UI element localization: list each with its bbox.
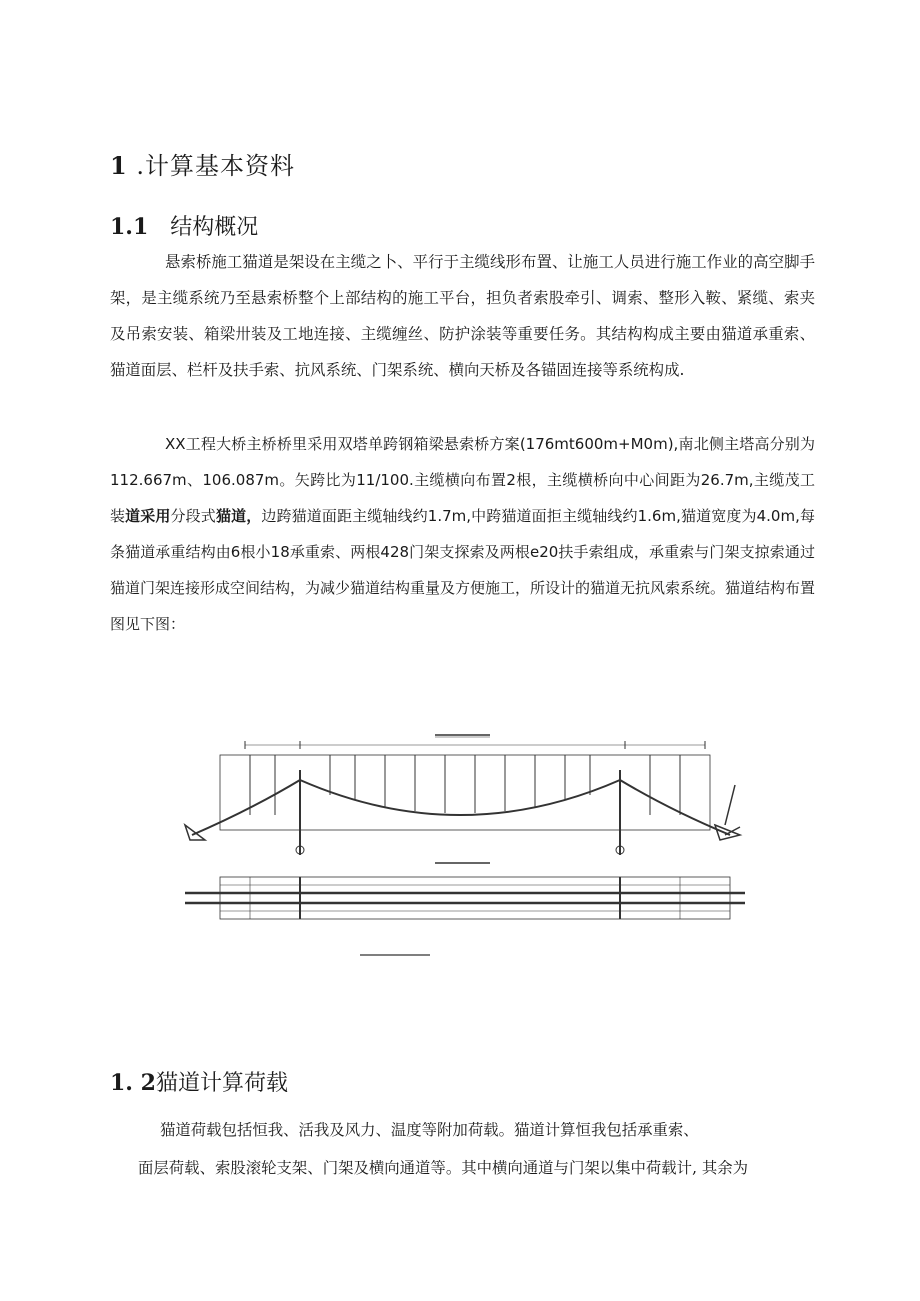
section-heading-1	[110, 146, 295, 181]
text-run: 分段式	[170, 507, 216, 525]
subsection-number: 1.1	[110, 214, 149, 240]
section-number: 1	[110, 151, 128, 180]
text-run: XX工程大桥主桥桥里采用双塔单跨钢箱梁悬索桥方案(176mt600m+M0m),南北侧主塔高分别为112.667m、106.087m。矢跨比为11/100.主缆横向布置2根，主缆横桥向中心间距为26.7m,主缆茂工装	[110, 435, 815, 525]
bold-run: 猫道，	[215, 507, 262, 525]
text-run: 边跨猫道面距主缆轴线约1.7m,中跨猫道面拒主缆轴线约1.6m,猫道宽度为4.0m,每条猫道承重结构由6根小18承重索、两根428门架支探索及两根e20扶手索组成，承重索与门架支掠索通过猫道门架连接形成空间结构，为减少猫道结构重量及方便施工，所设计的猫道无抗风索系统。猫道结构布置图见下图：	[110, 507, 816, 633]
paragraph-project-description	[110, 426, 815, 642]
paragraph-load-intro: 猫道荷载包括恒我、活我及风力、温度等附加荷载。猫道计算恒我包括承重索、	[160, 1121, 699, 1139]
subsection-heading-1-2	[110, 1066, 288, 1097]
section-title: .计算基本资料	[127, 152, 295, 180]
subsection-title: 猫道计算荷载	[155, 1071, 288, 1096]
bold-run: 道采用	[125, 507, 171, 525]
paragraph-structure-overview: 悬索桥施工猫道是架设在主缆之卜、平行于主缆线形布置、让施工人员进行施工作业的高空脚手架，是主缆系统乃至悬索桥整个上部结构的施工平台，担负者索股牵引、调索、整形入鞍、紧缆、索夹及吊索安装、箱梁卅装及工地连接、主缆缠丝、防护涂装等重要任务。其结构构成主要由猫道承重索、猫道面层、栏杆及扶手索、抗风系统、门架系统、横向天桥及各锚固连接等系统构成.	[110, 253, 815, 379]
subsection-heading-1-1	[110, 210, 258, 241]
paragraph-load-detail: 面层荷载、索股滚轮支架、门架及横向通道等。其中横向通道与门架以集中荷载计, 其余为	[138, 1159, 749, 1177]
subsection-number: 1. 2	[110, 1070, 156, 1096]
catwalk-layout-drawing	[180, 715, 750, 970]
subsection-title: 结构概况	[170, 215, 259, 240]
